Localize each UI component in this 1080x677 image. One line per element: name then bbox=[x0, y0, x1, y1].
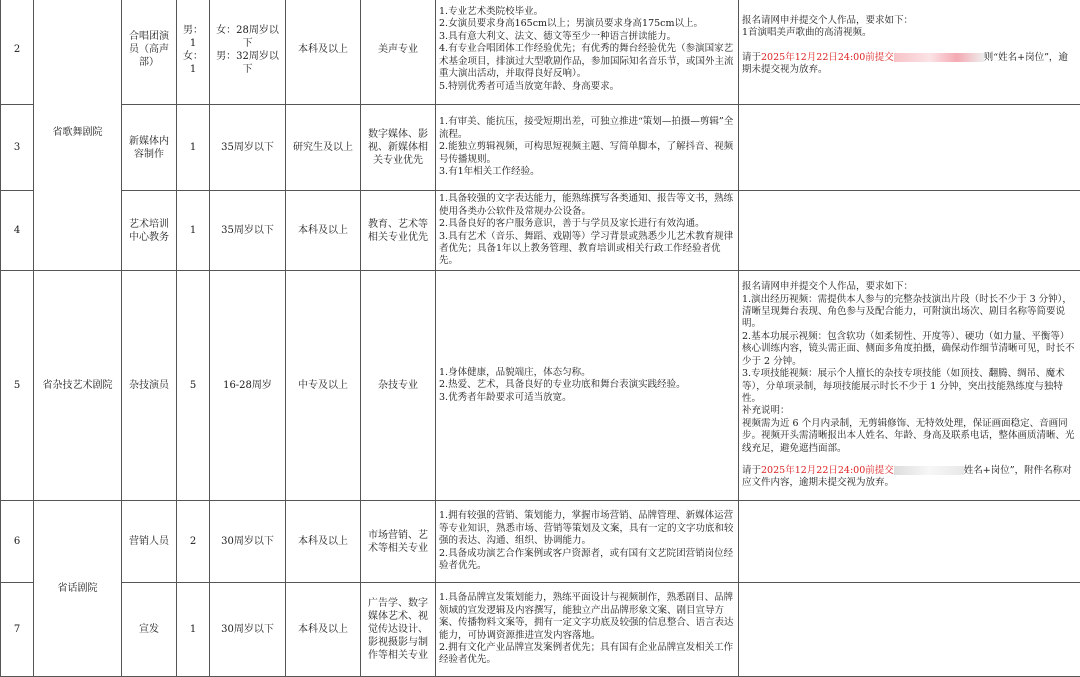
requirement-line: 3.优秀者年龄要求可适当放宽。 bbox=[439, 392, 735, 404]
requirement-line: 2.具备良好的客户服务意识，善于与学员及家长进行有效沟通。 bbox=[439, 218, 735, 230]
deadline-prefix: 请于 bbox=[742, 52, 761, 63]
row-number: 4 bbox=[1, 191, 34, 271]
position-name: 营销人员 bbox=[122, 501, 177, 583]
education-requirement: 中专及以上 bbox=[286, 271, 361, 501]
deadline-suffix: 则“姓名+岗位”，逾期未提交视为放弃。 bbox=[742, 52, 1068, 75]
submission-line: 1.演出经历视频：需提供本人参与的完整杂技演出片段（时长不少于 3 分钟），清晰呈现舞台表现、角色参与及配合能力，可附演出场次、剧目名称等简要说明。 bbox=[742, 294, 1077, 331]
requirement-line: 2.能独立剪辑视频，可构思短视频主题、写简单脚本，了解抖音、视频号传播规则。 bbox=[439, 141, 735, 166]
requirement-line: 5.特别优秀者可适当放宽年龄、身高要求。 bbox=[439, 81, 735, 93]
row-number: 5 bbox=[1, 271, 34, 501]
position-name: 合唱团演员（高声部） bbox=[122, 0, 177, 105]
deadline-note bbox=[742, 465, 1077, 490]
age-requirement: 30周岁以下 bbox=[210, 501, 286, 583]
position-name: 杂技演员 bbox=[122, 271, 177, 501]
requirement-line: 1.身体健康，品貌端庄，体态匀称。 bbox=[439, 367, 735, 379]
age-requirement: 35周岁以下 bbox=[210, 191, 286, 271]
table-row bbox=[1, 0, 1080, 105]
deadline-suffix: 姓名+岗位”，附件名称对应文件内容，逾期未提交视为放弃。 bbox=[742, 465, 1072, 488]
requirement-line: 1.具备较强的文字表达能力，能熟练撰写各类通知、报告等文书，熟练使用各类办公软件及常规办公设备。 bbox=[439, 193, 735, 218]
submission-line: 报名请网申并提交个人作品，要求如下： bbox=[742, 281, 1077, 293]
submission-notes-empty bbox=[739, 191, 1080, 271]
education-requirement: 本科及以上 bbox=[286, 501, 361, 583]
education-requirement: 本科及以上 bbox=[286, 583, 361, 677]
table-row bbox=[1, 105, 1080, 191]
row-number: 2 bbox=[1, 0, 34, 105]
deadline-date: 2025年12月22日24:00前提交 bbox=[761, 52, 894, 63]
requirement-line: 2.热爱、艺术，具备良好的专业功底和舞台表演实践经验。 bbox=[439, 379, 735, 391]
submission-line: 1首演唱美声歌曲的高清视频。 bbox=[742, 27, 1077, 39]
unit-name: 省杂技艺术剧院 bbox=[34, 271, 122, 501]
job-requirements bbox=[436, 191, 739, 271]
submission-notes-empty bbox=[739, 501, 1080, 583]
position-name: 新媒体内容制作 bbox=[122, 105, 177, 191]
job-requirements bbox=[436, 271, 739, 501]
requirement-line: 1.有审美、能抗压，接受短期出差，可独立推进“策划—拍摄—剪辑”全流程。 bbox=[439, 116, 735, 141]
hire-count: 1 bbox=[177, 583, 210, 677]
position-name: 宣发 bbox=[122, 583, 177, 677]
hire-count: 1 bbox=[177, 105, 210, 191]
table-row bbox=[1, 191, 1080, 271]
hire-count: 5 bbox=[177, 271, 210, 501]
submission-notes-empty bbox=[739, 583, 1080, 677]
unit-name: 省歌舞剧院 bbox=[34, 0, 122, 271]
major-requirement: 教育、艺术等相关专业优先 bbox=[361, 191, 436, 271]
requirement-line: 1.专业艺术类院校毕业。 bbox=[439, 6, 735, 18]
job-requirements bbox=[436, 0, 739, 105]
requirement-line: 4.有专业合唱团体工作经验优先；有优秀的舞台经验优先（参演国家艺术基金项目，排演过大型歌剧作品，参加国际知名音乐节，或国外主流重大演出活动，并取得良好反响）。 bbox=[439, 43, 735, 80]
job-requirements bbox=[436, 501, 739, 583]
deadline-date: 2025年12月22日24:00前提交 bbox=[761, 465, 894, 476]
submission-line: 报名请网申并提交个人作品，要求如下： bbox=[742, 15, 1077, 27]
submission-line: 2.基本功展示视频：包含软功（如柔韧性、开度等）、硬功（如力量、平衡等）核心训练内容，镜头需正面、侧面多角度拍摄，确保动作细节清晰可见，时长不少于 2 分钟。 bbox=[742, 331, 1077, 368]
redaction-block bbox=[894, 53, 984, 62]
major-requirement: 美声专业 bbox=[361, 0, 436, 105]
row-number: 7 bbox=[1, 583, 34, 677]
hire-count: 1 bbox=[177, 191, 210, 271]
position-name: 艺术培训中心教务 bbox=[122, 191, 177, 271]
major-requirement: 市场营销、艺术等相关专业 bbox=[361, 501, 436, 583]
requirement-line: 1.拥有较强的营销、策划能力，掌握市场营销、品牌管理、新媒体运营等专业知识，熟悉市场、营销等策划及文案，具有一定的文字功底和较强的表达、沟通、组织、协调能力。 bbox=[439, 510, 735, 547]
submission-notes bbox=[739, 271, 1080, 501]
submission-notes-empty bbox=[739, 105, 1080, 191]
job-requirements bbox=[436, 105, 739, 191]
requirement-line: 2.女演员要求身高165cm以上；男演员要求身高175cm以上。 bbox=[439, 18, 735, 30]
table-row bbox=[1, 583, 1080, 677]
major-requirement: 数字媒体、影视、新媒体相关专业优先 bbox=[361, 105, 436, 191]
table-row bbox=[1, 271, 1080, 501]
major-requirement: 杂技专业 bbox=[361, 271, 436, 501]
redaction-block bbox=[894, 466, 964, 475]
major-requirement: 广告学、数字媒体艺术、视觉传达设计、影视摄影与制作等相关专业 bbox=[361, 583, 436, 677]
hire-count: 男：1 女：1 bbox=[177, 0, 210, 105]
education-requirement: 研究生及以上 bbox=[286, 105, 361, 191]
submission-notes bbox=[739, 0, 1080, 105]
unit-name: 省话剧院 bbox=[34, 501, 122, 677]
age-requirement: 35周岁以下 bbox=[210, 105, 286, 191]
deadline-prefix: 请于 bbox=[742, 465, 761, 476]
age-requirement: 30周岁以下 bbox=[210, 583, 286, 677]
job-requirements bbox=[436, 583, 739, 677]
requirement-line: 1.具备品牌宣发策划能力，熟练平面设计与视频制作，熟悉剧目、品牌领域的宣发逻辑及内容撰写，能独立产出品牌形象文案、剧目宣导方案、传播物料文案等，拥有一定文字功底及较强的信息整合、语言表达能力，可协调资源推进宣发内容落地。 bbox=[439, 592, 735, 642]
education-requirement: 本科及以上 bbox=[286, 191, 361, 271]
submission-line: 补充说明： bbox=[742, 405, 1077, 417]
requirement-line: 3.具有意大利文、法文、德文等至少一种语言拼读能力。 bbox=[439, 31, 735, 43]
submission-line: 视频需为近 6 个月内录制，无剪辑修饰、无特效处理，保证画面稳定、音画同步。视频开头需清晰报出本人姓名、年龄、身高及联系电话，整体画质清晰、光线充足，避免遮挡面部。 bbox=[742, 418, 1077, 455]
row-number: 3 bbox=[1, 105, 34, 191]
education-requirement: 本科及以上 bbox=[286, 0, 361, 105]
requirement-line: 2.具备成功演艺合作案例或客户资源者，或有国有文艺院团营销岗位经验者优先。 bbox=[439, 548, 735, 573]
requirement-line: 2.拥有文化产业品牌宣发案例者优先；具有国有企业品牌宣发相关工作经验者优先。 bbox=[439, 642, 735, 667]
requirement-line: 3.具有艺术（音乐、舞蹈、戏剧等）学习背景或熟悉少儿艺术教育规律者优先；具备1年以上教务管理、教育培训或相关行政工作经验者优先。 bbox=[439, 231, 735, 268]
age-requirement: 女：28周岁以下 男：32周岁以下 bbox=[210, 0, 286, 105]
deadline-note bbox=[742, 52, 1077, 77]
hire-count: 2 bbox=[177, 501, 210, 583]
row-number: 6 bbox=[1, 501, 34, 583]
submission-line: 3.专项技能视频：展示个人擅长的杂技专项技能（如顶技、翻腾、绸吊、魔术等），分单项录制，每项技能展示时长不少于 1 分钟，突出技能熟练度与独特性。 bbox=[742, 368, 1077, 405]
table-row bbox=[1, 501, 1080, 583]
age-requirement: 16-28周岁 bbox=[210, 271, 286, 501]
requirement-line: 3.有1年相关工作经验。 bbox=[439, 166, 735, 178]
